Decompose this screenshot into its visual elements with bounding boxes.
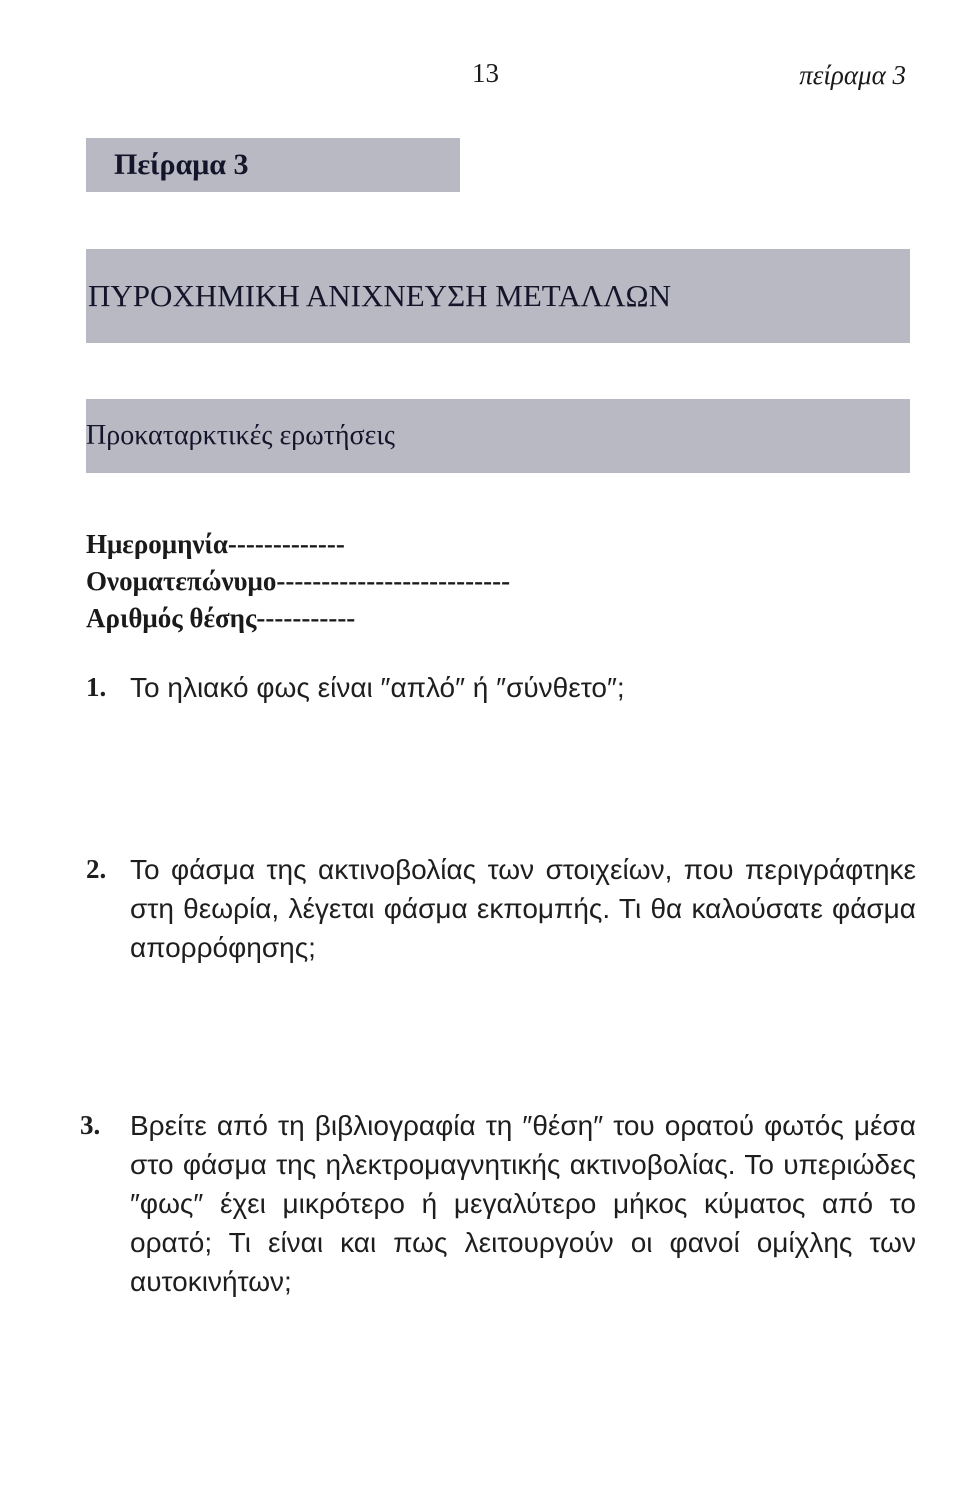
main-title: ΠΥΡΟΧΗΜΙΚΗ ΑΝΙΧΝΕΥΣΗ ΜΕΤΑΛΛΩΝ <box>88 278 671 313</box>
section-title-band <box>86 399 910 473</box>
question-text: Το φάσμα της ακτινοβολίας των στοιχείων, που περιγράφτηκε στη θεωρία, λέγεται φάσμα εκπομπής. Τι θα καλούσατε φάσμα απορρόφησης; <box>130 854 916 963</box>
question-number: 1. <box>86 672 107 702</box>
question-text: Το ηλιακό φως είναι ″απλό″ ή ″σύνθετο″; <box>130 672 625 703</box>
question-number: 3. <box>80 1110 101 1140</box>
question-1 <box>86 668 916 707</box>
question-3 <box>80 1106 916 1301</box>
date-field: Ημερομηνία------------- <box>86 529 345 559</box>
question-text: Βρείτε από τη βιβλιογραφία τη ″θέση″ του ορατού φωτός μέσα στο φάσμα της ηλεκτρομαγνητικής ακτινοβολίας. Το υπεριώδες ″φως″ έχει μικρότερο ή μεγαλύτερο μήκος κύματος από το ορατό; Τι είναι και πως λειτουργούν οι φανοί ομίχλης των αυτοκινήτων; <box>130 1110 916 1297</box>
name-field: Ονοματεπώνυμο-------------------------- <box>86 566 511 596</box>
experiment-label-band <box>86 138 460 192</box>
question-2 <box>86 850 916 967</box>
question-number: 2. <box>86 854 107 884</box>
page-number: 13 <box>472 58 499 88</box>
experiment-label: Πείραμα 3 <box>114 148 249 181</box>
running-header: πείραμα 3 <box>799 60 906 90</box>
section-title: Προκαταρκτικές ερωτήσεις <box>86 420 395 451</box>
seat-number-field: Αριθμός θέσης----------- <box>86 603 356 633</box>
student-info-fields <box>86 526 510 637</box>
main-title-band <box>86 249 910 343</box>
